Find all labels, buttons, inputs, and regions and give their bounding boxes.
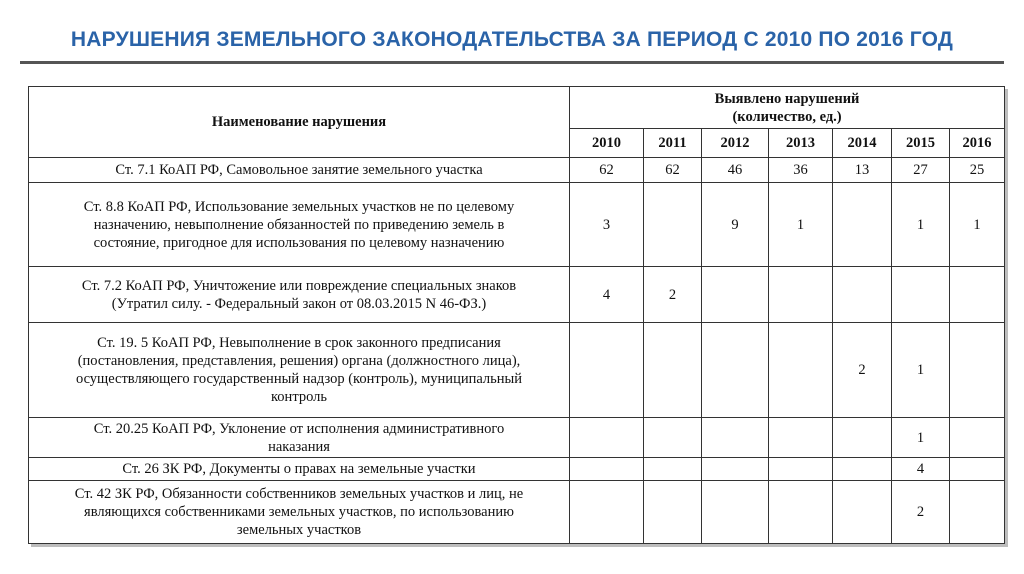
count-cell-2016 [950, 323, 1005, 418]
year-header-2011: 2011 [644, 129, 702, 158]
count-cell-2012 [702, 418, 769, 458]
count-cell-2013 [769, 418, 833, 458]
count-cell-2012: 9 [702, 183, 769, 267]
page-title: НАРУШЕНИЯ ЗЕМЕЛЬНОГО ЗАКОНОДАТЕЛЬСТВА ЗА ПЕРИОД С 2010 ПО 2016 ГОД [70, 28, 954, 51]
count-cell-2014: 13 [833, 158, 892, 183]
count-cell-2011 [644, 418, 702, 458]
count-cell-2011: 62 [644, 158, 702, 183]
count-cell-2012: 46 [702, 158, 769, 183]
count-cell-2012 [702, 323, 769, 418]
count-cell-2015 [892, 267, 950, 323]
count-cell-2011 [644, 481, 702, 544]
violation-name-cell [29, 418, 570, 458]
violation-name-cell [29, 481, 570, 544]
count-cell-2013: 36 [769, 158, 833, 183]
violation-name-cell [29, 323, 570, 418]
violations-table [28, 86, 1005, 544]
table-row [29, 267, 1005, 323]
violation-name-cell [29, 458, 570, 481]
violation-name-line: являющихся собственниками земельных участков, по использованию [84, 504, 514, 520]
detected-violations-header-line2: (количество, ед.) [732, 108, 842, 125]
violation-name-line: Ст. 26 ЗК РФ, Документы о правах на земельные участки [122, 461, 476, 477]
year-header-2015: 2015 [892, 129, 950, 158]
violation-name-line: осуществляющего государственный надзор (контроль), муниципальный [75, 371, 523, 387]
count-cell-2010: 3 [570, 183, 644, 267]
count-cell-2014 [833, 183, 892, 267]
year-header-2010: 2010 [570, 129, 644, 158]
count-cell-2013 [769, 323, 833, 418]
violation-name-line: контроль [271, 389, 327, 405]
table-row [29, 323, 1005, 418]
count-cell-2010 [570, 458, 644, 481]
count-cell-2016 [950, 418, 1005, 458]
count-cell-2011 [644, 183, 702, 267]
count-cell-2010 [570, 418, 644, 458]
violation-name-line: Ст. 42 ЗК РФ, Обязанности собственников земельных участков и лиц, не [74, 486, 524, 502]
violation-name-line: наказания [268, 438, 330, 455]
table-row [29, 183, 1005, 267]
detected-violations-header [570, 87, 1005, 129]
count-cell-2015: 2 [892, 481, 950, 544]
violation-name-line: назначению, невыполнение обязанностей по приведению земель в [93, 216, 505, 233]
count-cell-2015: 27 [892, 158, 950, 183]
count-cell-2014 [833, 458, 892, 481]
violation-name-line: Ст. 20.25 КоАП РФ, Уклонение от исполнения административного [93, 420, 505, 437]
count-cell-2015: 1 [892, 323, 950, 418]
count-cell-2016: 1 [950, 183, 1005, 267]
count-cell-2016: 25 [950, 158, 1005, 183]
table-row [29, 418, 1005, 458]
count-cell-2010: 62 [570, 158, 644, 183]
violation-name-cell [29, 267, 570, 323]
count-cell-2011: 2 [644, 267, 702, 323]
violation-name-cell [29, 158, 570, 183]
violation-name-line: Ст. 19. 5 КоАП РФ, Невыполнение в срок законного предписания [97, 335, 501, 351]
table-row [29, 158, 1005, 183]
count-cell-2015: 1 [892, 183, 950, 267]
violation-name-line: Ст. 7.2 КоАП РФ, Уничтожение или повреждение специальных знаков [81, 277, 517, 294]
count-cell-2011 [644, 323, 702, 418]
violation-name-line: (постановления, представления, решения) органа (должностного лица), [77, 353, 521, 369]
violation-name-line: Ст. 7.1 КоАП РФ, Самовольное занятие земельного участка [115, 162, 483, 178]
table-row [29, 481, 1005, 544]
year-header-2012: 2012 [702, 129, 769, 158]
count-cell-2013: 1 [769, 183, 833, 267]
violation-name-line: земельных участков [236, 522, 362, 538]
violation-name-line: состояние, пригодное для использования по целевому назначению [93, 234, 505, 251]
count-cell-2014 [833, 418, 892, 458]
count-cell-2013 [769, 481, 833, 544]
count-cell-2016 [950, 481, 1005, 544]
count-cell-2014 [833, 267, 892, 323]
title-divider [20, 61, 1004, 64]
count-cell-2010 [570, 323, 644, 418]
count-cell-2012 [702, 267, 769, 323]
year-header-2013: 2013 [769, 129, 833, 158]
count-cell-2016 [950, 458, 1005, 481]
detected-violations-header-line1: Выявлено нарушений [714, 90, 860, 107]
count-cell-2012 [702, 458, 769, 481]
violation-name-line: Ст. 8.8 КоАП РФ, Использование земельных участков не по целевому [83, 198, 515, 215]
year-header-2014: 2014 [833, 129, 892, 158]
count-cell-2012 [702, 481, 769, 544]
count-cell-2013 [769, 458, 833, 481]
violation-name-header: Наименование нарушения [29, 87, 570, 158]
count-cell-2015: 4 [892, 458, 950, 481]
count-cell-2010: 4 [570, 267, 644, 323]
table-row [29, 458, 1005, 481]
violation-name-cell [29, 183, 570, 267]
violation-name-line: (Утратил силу. - Федеральный закон от 08.03.2015 N 46-ФЗ.) [111, 295, 487, 312]
count-cell-2016 [950, 267, 1005, 323]
count-cell-2015: 1 [892, 418, 950, 458]
violations-table-container [28, 86, 1005, 544]
count-cell-2014 [833, 481, 892, 544]
count-cell-2011 [644, 458, 702, 481]
count-cell-2013 [769, 267, 833, 323]
count-cell-2014: 2 [833, 323, 892, 418]
year-header-2016: 2016 [950, 129, 1005, 158]
count-cell-2010 [570, 481, 644, 544]
violations-table-body [29, 158, 1005, 544]
